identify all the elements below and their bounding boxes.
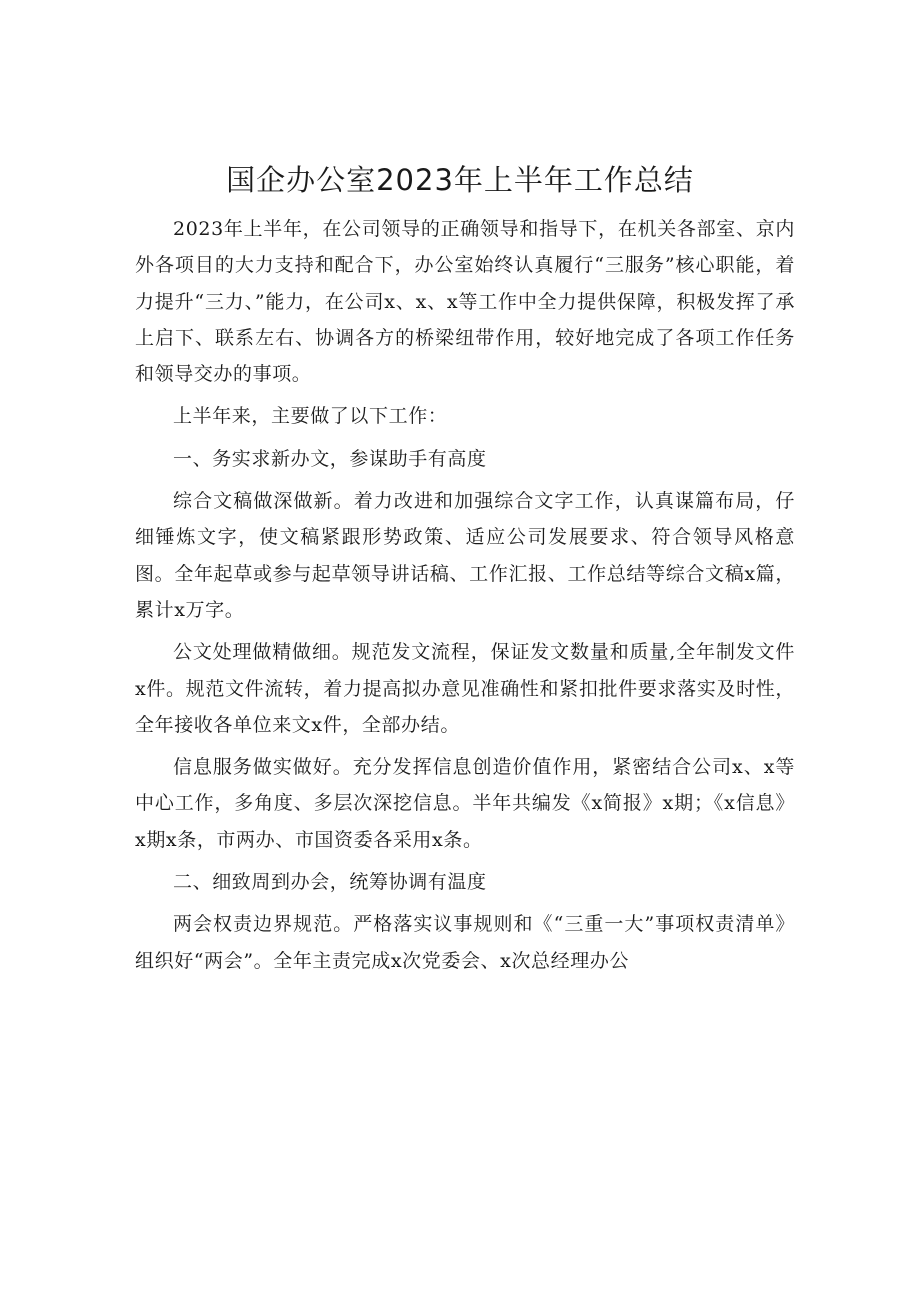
paragraph-intro: 2023年上半年，在公司领导的正确领导和指导下，在机关各部室、京内外各项目的大力支持和配合下，办公室始终认真履行“三服务”核心职能，着力提升“三力、”能力，在公司x、x、x等工作中全力提供保障，积极发挥了承上启下、联系左右、协调各方的桥梁纽带作用，较好地完成了各项工作任务和领导交办的事项。 [135,218,795,386]
paragraph-information-service: 信息服务做实做好。充分发挥信息创造价值作用，紧密结合公司x、x等中心工作，多角度、多层次深挖信息。半年共编发《x简报》x期；《x信息》x期x条，市两办、市国资委各采用x条。 [135,756,795,851]
section-heading-1: 一、务实求新办文，参谋助手有高度 [173,447,487,470]
paragraph-meetings: 两会权责边界规范。严格落实议事规则和《“三重一大”事项权责清单》组织好“两会”。全年主责完成x次党委会、x次总经理办公 [135,913,795,972]
paragraph-drafting: 综合文稿做深做新。着力改进和加强综合文字工作，认真谋篇布局，仔细锤炼文字，使文稿紧跟形势政策、适应公司发展要求、符合领导风格意图。全年起草或参与起草领导讲话稿、工作汇报、工作总结等综合文稿x篇，累计x万字。 [135,490,795,621]
paragraph-document-processing: 公文处理做精做细。规范发文流程，保证发文数量和质量,全年制发文件x件。规范文件流转，着力提高拟办意见准确性和紧扣批件要求落实及时性，全年接收各单位来文x件，全部办结。 [135,641,795,736]
document-body [135,211,795,985]
document-title: 国企办公室2023年上半年工作总结 [226,163,694,197]
paragraph-overview: 上半年来，主要做了以下工作： [173,405,448,428]
section-heading-2: 二、细致周到办会，统筹协调有温度 [173,871,487,894]
